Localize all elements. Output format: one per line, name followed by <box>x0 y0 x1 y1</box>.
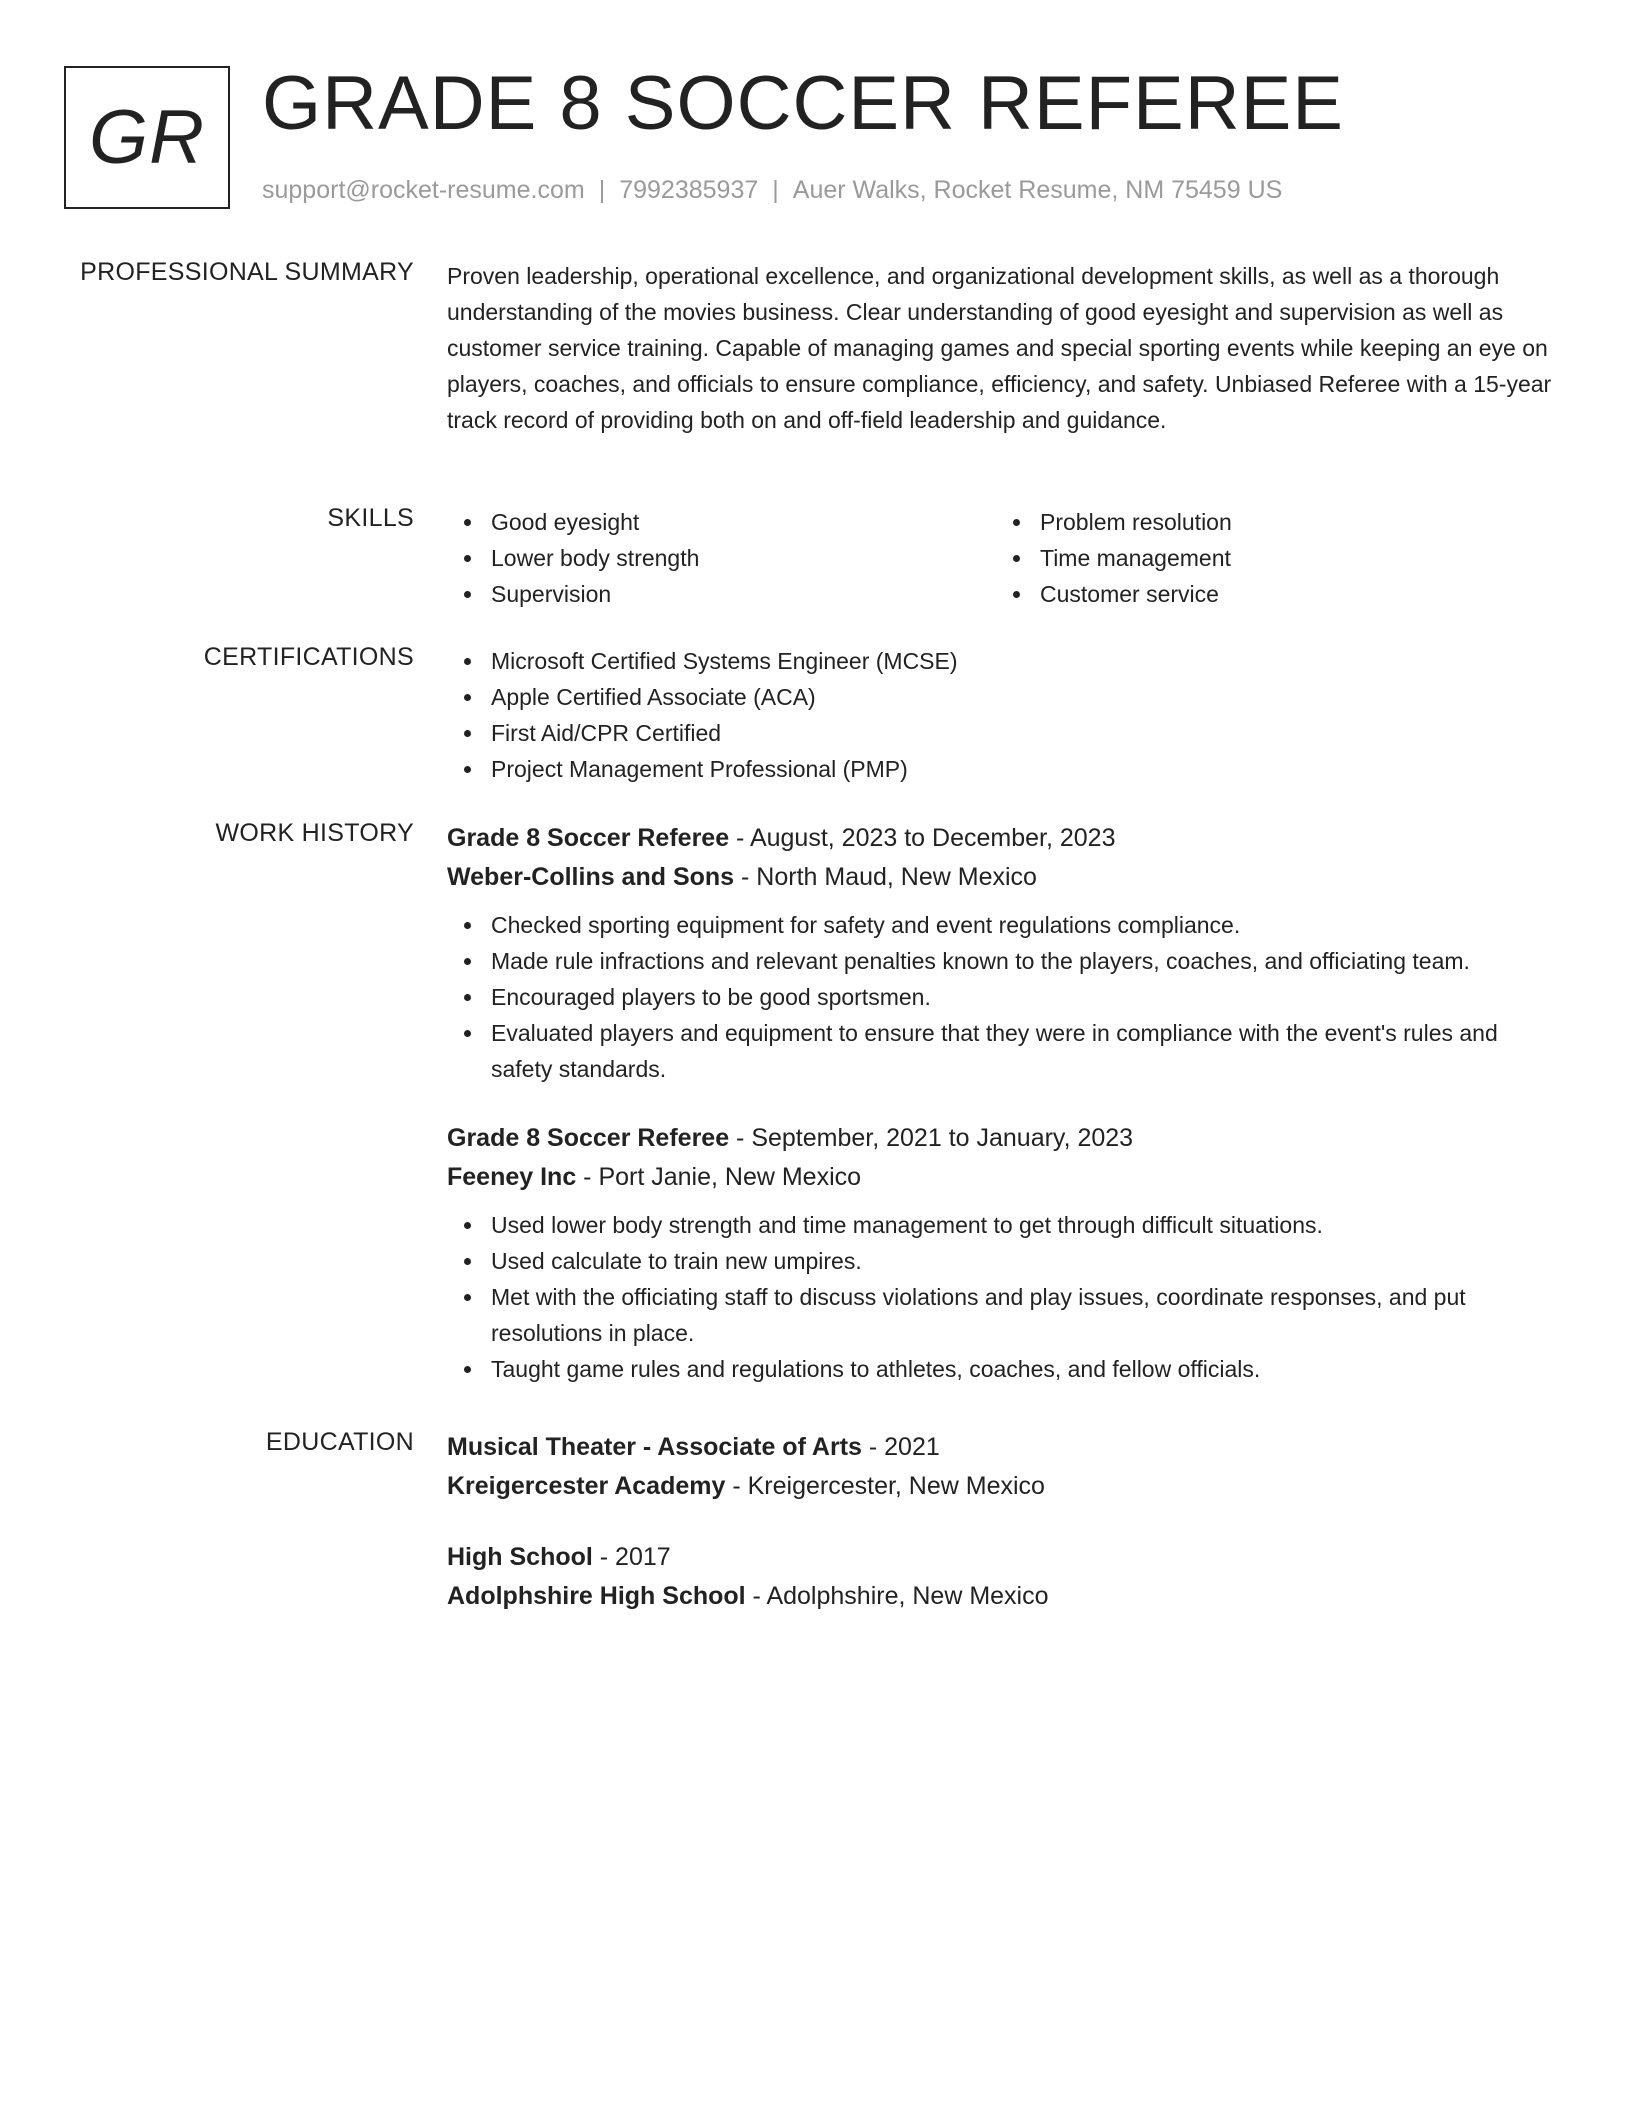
education-heading-line <box>447 1428 1562 1466</box>
education-entry <box>447 1428 1562 1506</box>
job-duty-item: Made rule infractions and relevant penalties known to the players, coaches, and officiating team. <box>447 943 1562 979</box>
certifications-heading: CERTIFICATIONS <box>203 643 414 671</box>
job-duties <box>447 1207 1562 1387</box>
education-school-line <box>447 1576 1562 1616</box>
resume-title: GRADE 8 SOCCER REFEREE <box>262 61 1344 146</box>
skill-item: Supervision <box>447 576 996 612</box>
job-location: - North Maud, New Mexico <box>734 863 1037 891</box>
job-heading <box>447 819 1562 857</box>
contact-email: support@rocket-resume.com <box>262 176 585 204</box>
job-heading <box>447 1119 1562 1157</box>
skills-column-left <box>447 504 996 612</box>
education-entries <box>447 1428 1562 1616</box>
education-year: - 2021 <box>861 1433 940 1461</box>
contact-separator: | <box>772 176 779 204</box>
summary-heading: PROFESSIONAL SUMMARY <box>80 258 414 286</box>
skill-item: Problem resolution <box>996 504 1545 540</box>
job-dates: - September, 2021 to January, 2023 <box>729 1124 1134 1152</box>
job-title: Grade 8 Soccer Referee <box>447 824 730 852</box>
education-heading-line <box>447 1538 1562 1576</box>
work-history-entries <box>447 819 1562 1387</box>
job-location: - Port Janie, New Mexico <box>576 1163 862 1191</box>
job-employer-line <box>447 1157 1562 1197</box>
job-entry <box>447 819 1562 1087</box>
education-school: Kreigercester Academy <box>447 1472 726 1500</box>
summary-text: Proven leadership, operational excellence, and organizational development skills, as well as a thorough understanding of the movies business. Clear understanding of good eyesight and supervision as well as customer service training. Capable of managing games and special sporting events while keeping an eye on players, coaches, and officials to ensure compliance, efficiency, and safety. Unbiased Referee with a 15-year track record of providing both on and off-field leadership and guidance. <box>447 263 1552 433</box>
job-company: Feeney Inc <box>447 1163 577 1191</box>
job-duty-item: Checked sporting equipment for safety and event regulations compliance. <box>447 907 1562 943</box>
skill-item: Customer service <box>996 576 1545 612</box>
job-duties <box>447 907 1562 1087</box>
education-school: Adolphshire High School <box>447 1582 746 1610</box>
job-dates: - August, 2023 to December, 2023 <box>729 824 1116 852</box>
education-entry <box>447 1538 1562 1616</box>
job-duty-item: Used calculate to train new umpires. <box>447 1243 1562 1279</box>
job-company: Weber-Collins and Sons <box>447 863 735 891</box>
skill-item: Lower body strength <box>447 540 996 576</box>
education-location: - Kreigercester, New Mexico <box>725 1472 1045 1500</box>
monogram-initials: GR <box>89 95 205 180</box>
education-school-line <box>447 1466 1562 1506</box>
skills-heading: SKILLS <box>327 504 414 532</box>
job-entry <box>447 1119 1562 1387</box>
education-year: - 2017 <box>592 1543 671 1571</box>
contact-phone: 7992385937 <box>619 176 759 204</box>
certification-item: Apple Certified Associate (ACA) <box>447 679 1562 715</box>
education-degree: Musical Theater - Associate of Arts <box>447 1433 862 1461</box>
certification-item: First Aid/CPR Certified <box>447 715 1562 751</box>
job-duty-item: Evaluated players and equipment to ensure that they were in compliance with the event's rules and safety standards. <box>447 1015 1562 1087</box>
education-degree: High School <box>447 1543 593 1571</box>
monogram-box <box>64 66 230 209</box>
education-location: - Adolphshire, New Mexico <box>745 1582 1049 1610</box>
education-heading: EDUCATION <box>265 1428 414 1456</box>
work-history-heading: WORK HISTORY <box>215 819 414 847</box>
certifications-list <box>447 643 1562 787</box>
job-duty-item: Encouraged players to be good sportsmen. <box>447 979 1562 1015</box>
skill-item: Time management <box>996 540 1545 576</box>
skills-column-right <box>996 504 1545 612</box>
job-duty-item: Taught game rules and regulations to athletes, coaches, and fellow officials. <box>447 1351 1562 1387</box>
job-duty-item: Met with the officiating staff to discuss violations and play issues, coordinate responses, and put resolutions in place. <box>447 1279 1562 1351</box>
contact-line <box>262 176 1282 205</box>
skill-item: Good eyesight <box>447 504 996 540</box>
certification-item: Project Management Professional (PMP) <box>447 751 1562 787</box>
contact-address: Auer Walks, Rocket Resume, NM 75459 US <box>792 176 1283 204</box>
skills-list <box>447 504 1562 612</box>
job-employer-line <box>447 857 1562 897</box>
certification-item: Microsoft Certified Systems Engineer (MCSE) <box>447 643 1562 679</box>
job-title: Grade 8 Soccer Referee <box>447 1124 730 1152</box>
job-duty-item: Used lower body strength and time management to get through difficult situations. <box>447 1207 1562 1243</box>
contact-separator: | <box>598 176 606 204</box>
